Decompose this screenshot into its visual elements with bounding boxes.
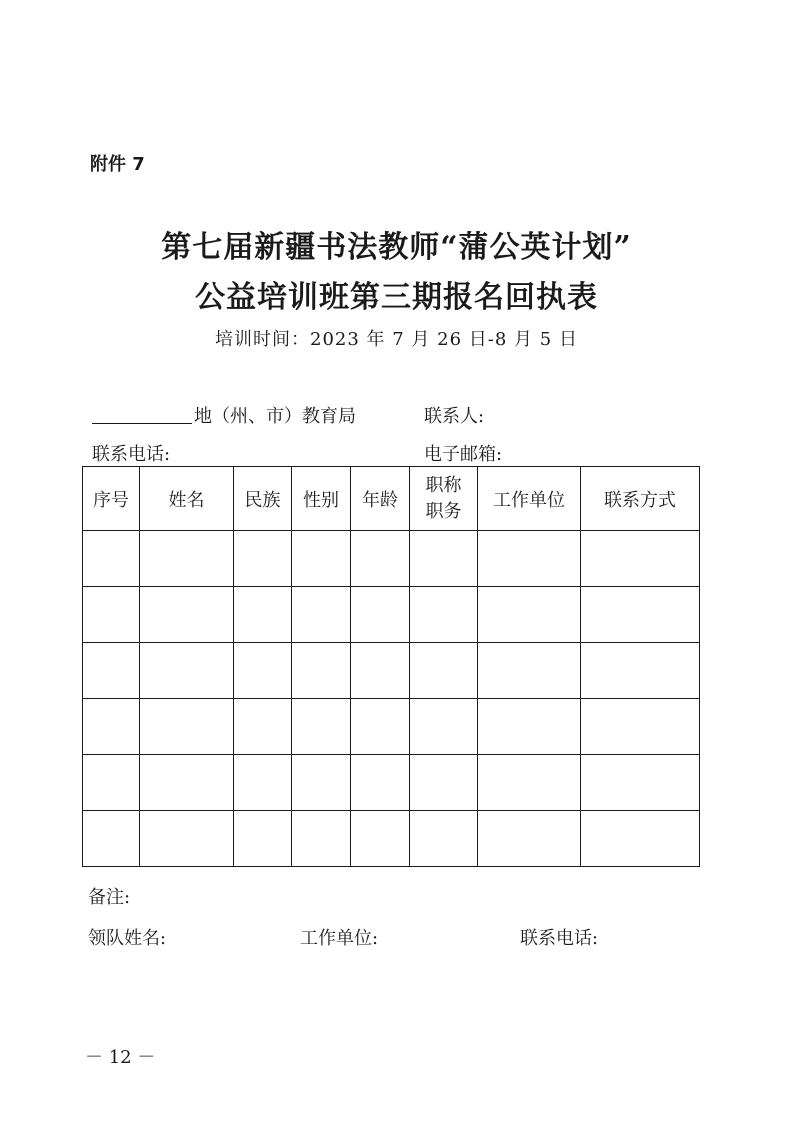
table-cell[interactable] bbox=[581, 755, 700, 811]
table-cell[interactable] bbox=[410, 643, 478, 699]
table-cell[interactable] bbox=[83, 531, 140, 587]
header-index: 序号 bbox=[83, 467, 140, 531]
table-cell[interactable] bbox=[351, 643, 410, 699]
table-row bbox=[83, 587, 700, 643]
page-number: － 12 － bbox=[85, 1047, 156, 1068]
org-line bbox=[92, 402, 356, 428]
title-line-1: 第七届新疆书法教师“蒲公英计划” bbox=[161, 230, 632, 265]
work-unit-label: 工作单位: bbox=[300, 928, 379, 949]
table-row bbox=[83, 811, 700, 867]
table-cell[interactable] bbox=[140, 531, 234, 587]
table-cell[interactable] bbox=[292, 699, 351, 755]
table-cell[interactable] bbox=[140, 587, 234, 643]
table-header-row bbox=[83, 467, 700, 531]
org-suffix: 地（州、市）教育局 bbox=[194, 406, 356, 427]
table-cell[interactable] bbox=[478, 811, 581, 867]
header-position: 职务 bbox=[425, 500, 462, 522]
table-row bbox=[83, 531, 700, 587]
table-cell[interactable] bbox=[234, 587, 292, 643]
table-cell[interactable] bbox=[478, 643, 581, 699]
leader-phone-label: 联系电话: bbox=[520, 928, 599, 949]
table-cell[interactable] bbox=[410, 531, 478, 587]
table-cell[interactable] bbox=[234, 531, 292, 587]
table-cell[interactable] bbox=[292, 755, 351, 811]
registration-table bbox=[82, 466, 700, 867]
table-cell[interactable] bbox=[410, 587, 478, 643]
table-cell[interactable] bbox=[581, 699, 700, 755]
email-label: 电子邮箱: bbox=[424, 444, 503, 465]
table-cell[interactable] bbox=[83, 811, 140, 867]
header-ethnicity: 民族 bbox=[234, 467, 292, 531]
table-cell[interactable] bbox=[351, 811, 410, 867]
table-cell[interactable] bbox=[581, 531, 700, 587]
table-cell[interactable] bbox=[234, 811, 292, 867]
table-cell[interactable] bbox=[410, 811, 478, 867]
table-cell[interactable] bbox=[83, 587, 140, 643]
table-row bbox=[83, 643, 700, 699]
table-cell[interactable] bbox=[292, 531, 351, 587]
table-row bbox=[83, 755, 700, 811]
table-cell[interactable] bbox=[351, 587, 410, 643]
table-cell[interactable] bbox=[140, 811, 234, 867]
table-cell[interactable] bbox=[410, 755, 478, 811]
table-cell[interactable] bbox=[478, 587, 581, 643]
table-cell[interactable] bbox=[351, 699, 410, 755]
header-contact: 联系方式 bbox=[581, 467, 700, 531]
table-cell[interactable] bbox=[478, 531, 581, 587]
table-cell[interactable] bbox=[140, 755, 234, 811]
table-cell[interactable] bbox=[83, 699, 140, 755]
table-cell[interactable] bbox=[83, 755, 140, 811]
org-blank-field[interactable] bbox=[92, 405, 192, 424]
training-time: 培训时间：2023 年 7 月 26 日-8 月 5 日 bbox=[215, 329, 578, 350]
contact-phone-label: 联系电话: bbox=[92, 444, 171, 465]
table-cell[interactable] bbox=[478, 699, 581, 755]
table-cell[interactable] bbox=[234, 643, 292, 699]
table-cell[interactable] bbox=[292, 587, 351, 643]
table-cell[interactable] bbox=[140, 699, 234, 755]
table-cell[interactable] bbox=[410, 699, 478, 755]
table-cell[interactable] bbox=[351, 755, 410, 811]
table-cell[interactable] bbox=[292, 811, 351, 867]
table-row bbox=[83, 699, 700, 755]
table-cell[interactable] bbox=[478, 755, 581, 811]
header-title-position bbox=[410, 467, 478, 531]
table-cell[interactable] bbox=[581, 643, 700, 699]
table-cell[interactable] bbox=[581, 811, 700, 867]
leader-name-label: 领队姓名: bbox=[88, 928, 167, 949]
header-title: 职称 bbox=[425, 474, 462, 496]
table-cell[interactable] bbox=[83, 643, 140, 699]
table-cell[interactable] bbox=[234, 699, 292, 755]
header-work-unit: 工作单位 bbox=[478, 467, 581, 531]
table-cell[interactable] bbox=[292, 643, 351, 699]
attachment-label: 附件 7 bbox=[90, 154, 145, 175]
table-cell[interactable] bbox=[581, 587, 700, 643]
title-line-2: 公益培训班第三期报名回执表 bbox=[195, 280, 598, 315]
header-age: 年龄 bbox=[351, 467, 410, 531]
remarks-label: 备注: bbox=[88, 887, 131, 908]
contact-person-label: 联系人: bbox=[424, 406, 485, 427]
table-body bbox=[83, 531, 700, 867]
header-name: 姓名 bbox=[140, 467, 234, 531]
table-cell[interactable] bbox=[351, 531, 410, 587]
table-cell[interactable] bbox=[234, 755, 292, 811]
header-gender: 性别 bbox=[292, 467, 351, 531]
table-cell[interactable] bbox=[140, 643, 234, 699]
